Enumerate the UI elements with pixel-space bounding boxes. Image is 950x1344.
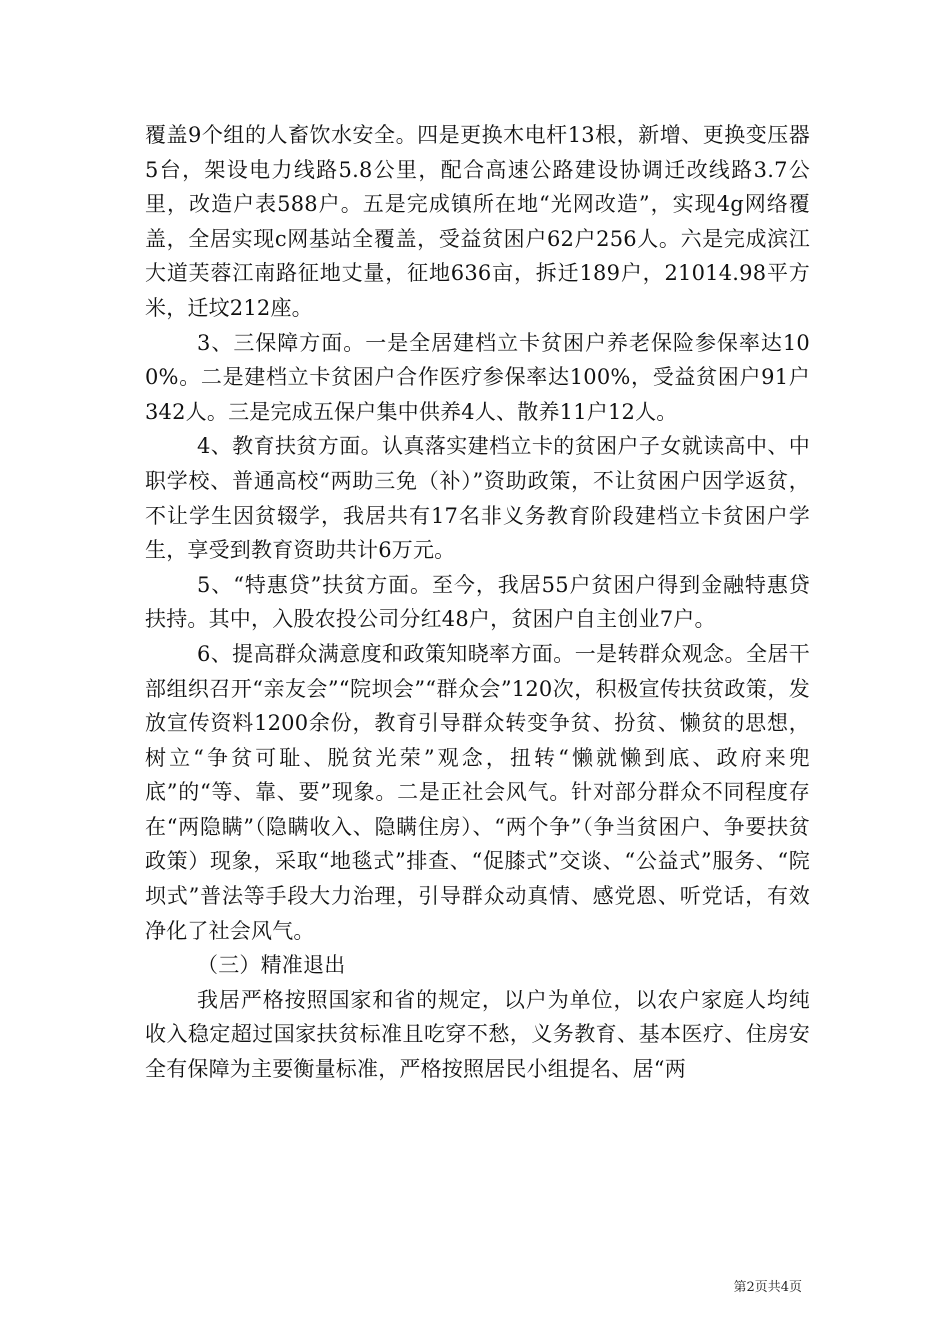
paragraph-satisfaction: 6、提高群众满意度和政策知晓率方面。一是转群众观念。全居干部组织召开“亲友会”“院坝会”“群众会”120次，积极宣传扶贫政策，发放宣传资料1200余份，教育引导群众转变争贫、扮贫、懒贫的思想，树立“争贫可耻、脱贫光荣”观念，扭转“懒就懒到底、政府来兜底”的“等、靠、要”现象。二是正社会风气。针对部分群众不同程度存在“两隐瞒”（隐瞒收入、隐瞒住房）、“两个争”（争当贫困户、争要扶贫政策）现象，采取“地毯式”排查、“促膝式”交谈、“公益式”服务、“院坝式”普法等手段大力治理，引导群众动真情、感党恩、听党话，有效净化了社会风气。 xyxy=(145,641,810,943)
paragraph-education-poverty: 4、教育扶贫方面。认真落实建档立卡的贫困户子女就读高中、中职学校、普通高校“两助三免（补）”资助政策，不让贫困户因学返贫，不让学生因贫辍学，我居共有17名非义务教育阶段建档立卡贫困户学生，享受到教育资助共计6万元。 xyxy=(145,434,810,563)
paragraph-precise-exit: 我居严格按照国家和省的规定，以户为单位，以农户家庭人均纯收入稳定超过国家扶贫标准且吃穿不愁，义务教育、基本医疗、住房安全有保障为主要衡量标准，严格按照居民小组提名、居“两 xyxy=(145,987,810,1082)
section-heading-precise-exit: （三）精准退出 xyxy=(197,953,346,978)
paragraph-continuation: 覆盖9个组的人畜饮水安全。四是更换木电杆13根，新增、更换变压器5台，架设电力线路5.8公里，配合高速公路建设协调迁改线路3.7公里，改造户表588户。五是完成镇所在地“光网改造”，实现4g网络覆盖，全居实现c网基站全覆盖，受益贫困户62户256人。六是完成滨江大道芙蓉江南路征地丈量，征地636亩，拆迁189户，21014.98平方米，迁坟212座。 xyxy=(145,123,810,320)
paragraph-special-loan: 5、“特惠贷”扶贫方面。至今，我居55户贫困户得到金融特惠贷扶持。其中，入股农投公司分红48户，贫困户自主创业7户。 xyxy=(145,572,810,632)
paragraph-three-guarantees: 3、三保障方面。一是全居建档立卡贫困户养老保险参保率达100%。二是建档立卡贫困户合作医疗参保率达100%，受益贫困户91户342人。三是完成五保户集中供养4人、散养11户12人。 xyxy=(145,330,810,424)
page-number-footer: 第2页共4页 xyxy=(733,1280,802,1295)
document-body xyxy=(145,118,810,1087)
